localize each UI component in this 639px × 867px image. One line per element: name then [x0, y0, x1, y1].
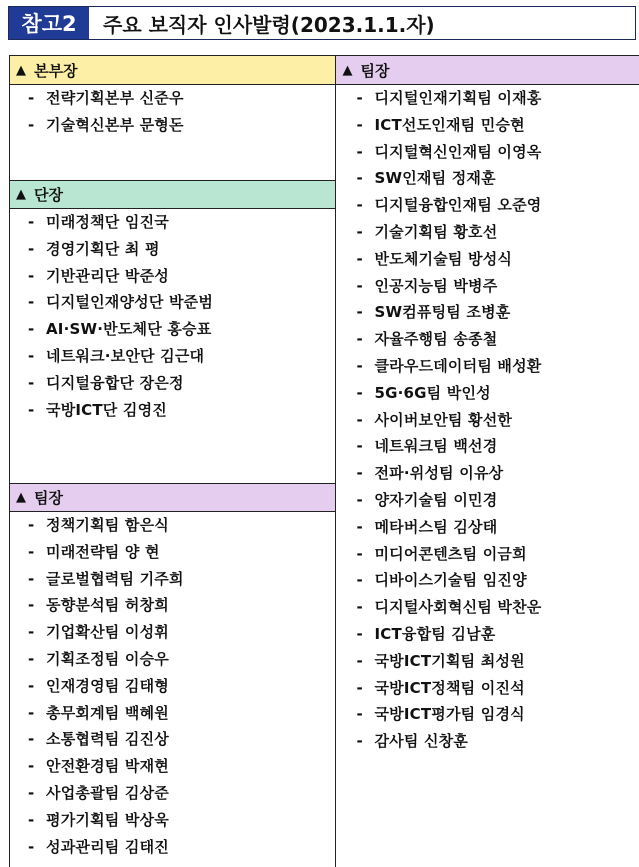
- list-item: [336, 407, 639, 434]
- dash-bullet: -: [356, 571, 363, 590]
- list-item: [10, 209, 335, 236]
- person-entry: SW인재팀 정재훈: [374, 169, 496, 188]
- document-title: 주요 보직자 인사발령(2023.1.1.자): [103, 12, 435, 37]
- person-entry: 디바이스기술팀 임진양: [374, 571, 527, 590]
- dash-bullet: -: [356, 678, 363, 697]
- person-entry: 사업총괄팀 김상준: [46, 783, 169, 802]
- person-entry: 인공지능팀 박병주: [374, 276, 498, 295]
- team-list-left: [10, 512, 335, 860]
- list-item: [336, 380, 639, 407]
- appointment-table: [9, 55, 639, 867]
- person-entry: 경영기획단 최 평: [46, 239, 160, 258]
- reference-badge: 참고2: [9, 7, 89, 39]
- list-item: [10, 316, 335, 343]
- person-entry: 소통협력팀 김진상: [46, 730, 169, 749]
- dash-bullet: -: [356, 732, 363, 751]
- person-entry: 총무회계팀 백혜원: [46, 703, 169, 722]
- list-item: [10, 112, 335, 139]
- list-item: [336, 299, 639, 326]
- person-entry: 기반관리단 박준성: [46, 266, 169, 285]
- section-title: 팀장: [34, 489, 63, 507]
- person-entry: 글로벌협력팀 기주희: [46, 569, 184, 588]
- list-item: [336, 219, 639, 246]
- triangle-up-icon: ▲: [16, 62, 26, 78]
- dash-bullet: -: [28, 213, 35, 231]
- person-entry: 디지털인재양성단 박준범: [46, 293, 214, 312]
- dash-bullet: -: [28, 757, 35, 776]
- list-item: [336, 112, 639, 139]
- left-column: [10, 56, 336, 867]
- person-entry: ICT선도인재팀 민승현: [374, 115, 525, 134]
- dash-bullet: -: [356, 383, 363, 402]
- dash-bullet: -: [356, 169, 363, 188]
- list-item: [336, 85, 639, 112]
- list-item: [336, 326, 639, 353]
- list-item: [10, 289, 335, 316]
- document-header: [8, 6, 636, 40]
- list-item: [336, 567, 639, 594]
- person-entry: 5G·6G팀 박인성: [374, 383, 491, 402]
- list-item: [10, 370, 335, 397]
- dash-bullet: -: [356, 410, 363, 429]
- division-list: [10, 209, 335, 423]
- headquarters-list: [10, 85, 335, 139]
- person-entry: 국방ICT평가팀 임경식: [374, 705, 525, 724]
- section-header-division: [10, 180, 335, 209]
- dash-bullet: -: [356, 651, 363, 670]
- list-item: [10, 566, 335, 593]
- list-item: [336, 246, 639, 273]
- triangle-up-icon: ▲: [16, 187, 26, 202]
- dash-bullet: -: [356, 544, 363, 563]
- person-entry: 미래정책단 임진국: [46, 213, 169, 231]
- dash-bullet: -: [28, 516, 35, 534]
- person-entry: 디지털융합인재팀 오준영: [374, 196, 542, 215]
- dash-bullet: -: [356, 517, 363, 536]
- dash-bullet: -: [28, 703, 35, 722]
- list-item: [10, 646, 335, 673]
- list-item: [10, 753, 335, 780]
- person-entry: 기획조정팀 이승우: [46, 649, 169, 668]
- dash-bullet: -: [28, 373, 35, 392]
- list-item: [336, 353, 639, 380]
- dash-bullet: -: [356, 624, 363, 643]
- dash-bullet: -: [28, 649, 35, 668]
- dash-bullet: -: [356, 196, 363, 215]
- list-item: [10, 700, 335, 727]
- person-entry: 미래전략팀 양 현: [46, 542, 160, 561]
- list-item: [336, 701, 639, 728]
- list-item: [336, 621, 639, 648]
- list-item: [10, 619, 335, 646]
- dash-bullet: -: [28, 400, 35, 419]
- person-entry: ICT융합팀 김남훈: [374, 624, 496, 643]
- person-entry: 감사팀 신창훈: [374, 732, 469, 751]
- dash-bullet: -: [28, 239, 35, 258]
- dash-bullet: -: [356, 276, 363, 295]
- person-entry: 안전환경팀 박재현: [46, 757, 169, 776]
- section-title: 단장: [34, 186, 63, 204]
- person-entry: 정책기획팀 함은식: [46, 516, 169, 534]
- person-entry: 네트워크·보안단 김근대: [46, 346, 205, 365]
- dash-bullet: -: [356, 464, 363, 483]
- dash-bullet: -: [356, 249, 363, 268]
- list-item: [336, 487, 639, 514]
- triangle-up-icon: ▲: [342, 62, 353, 78]
- section-title: 본부장: [34, 61, 78, 80]
- person-entry: 국방ICT정책팀 이진석: [374, 678, 525, 697]
- list-item: [336, 541, 639, 568]
- dash-bullet: -: [356, 115, 363, 134]
- dash-bullet: -: [28, 266, 35, 285]
- list-item: [336, 192, 639, 219]
- person-entry: 클라우드데이터팀 배성환: [374, 356, 542, 375]
- person-entry: 디지털혁신인재팀 이영옥: [374, 142, 542, 161]
- person-entry: 전략기획본부 신준우: [46, 89, 184, 107]
- dash-bullet: -: [28, 569, 35, 588]
- list-item: [10, 343, 335, 370]
- list-item: [10, 673, 335, 700]
- list-item: [10, 592, 335, 619]
- dash-bullet: -: [28, 623, 35, 642]
- dash-bullet: -: [28, 730, 35, 749]
- list-item: [10, 726, 335, 753]
- dash-bullet: -: [28, 676, 35, 695]
- dash-bullet: -: [28, 320, 35, 339]
- section-header-team-right: [336, 56, 639, 85]
- dash-bullet: -: [356, 303, 363, 322]
- person-entry: 디지털인재기획팀 이재홍: [374, 89, 542, 107]
- person-entry: AI·SW·반도체단 홍승표: [46, 320, 212, 339]
- dash-bullet: -: [28, 542, 35, 561]
- dash-bullet: -: [356, 142, 363, 161]
- dash-bullet: -: [28, 346, 35, 365]
- person-entry: 사이버보안팀 황선한: [374, 410, 513, 429]
- dash-bullet: -: [356, 222, 363, 241]
- person-entry: 네트워크팀 백선경: [374, 437, 498, 456]
- dash-bullet: -: [28, 783, 35, 802]
- team-list-right: [336, 85, 639, 755]
- dash-bullet: -: [28, 293, 35, 312]
- person-entry: 국방ICT기획팀 최성원: [374, 651, 525, 670]
- list-item: [336, 460, 639, 487]
- person-entry: 전파·위성팀 이유상: [374, 464, 504, 483]
- dash-bullet: -: [356, 705, 363, 724]
- dash-bullet: -: [28, 810, 35, 829]
- list-item: [336, 675, 639, 702]
- person-entry: 디지털융합단 장은정: [46, 373, 184, 392]
- division-block: [10, 209, 335, 483]
- list-item: [10, 780, 335, 807]
- person-entry: 미디어콘텐츠팀 이금희: [374, 544, 527, 563]
- dash-bullet: -: [28, 115, 35, 134]
- person-entry: 기업확산팀 이성휘: [46, 623, 169, 642]
- person-entry: 기술혁신본부 문형돈: [46, 115, 184, 134]
- list-item: [10, 539, 335, 566]
- person-entry: 반도체기술팀 방성식: [374, 249, 513, 268]
- person-entry: 국방ICT단 김영진: [46, 400, 167, 419]
- list-item: [336, 165, 639, 192]
- list-item: [10, 512, 335, 539]
- dash-bullet: -: [356, 598, 363, 617]
- person-entry: 자율주행팀 송종철: [374, 330, 498, 349]
- dash-bullet: -: [356, 490, 363, 509]
- list-item: [336, 514, 639, 541]
- list-item: [336, 594, 639, 621]
- list-item: [10, 397, 335, 424]
- list-item: [10, 236, 335, 263]
- dash-bullet: -: [28, 837, 35, 856]
- list-item: [336, 648, 639, 675]
- person-entry: 평가기획팀 박상욱: [46, 810, 169, 829]
- section-title: 팀장: [360, 61, 390, 80]
- right-column: [336, 56, 639, 867]
- list-item: [336, 433, 639, 460]
- list-item: [10, 85, 335, 112]
- person-entry: 성과관리팀 김태진: [46, 837, 169, 856]
- person-entry: SW컴퓨팅팀 조병훈: [374, 303, 511, 322]
- person-entry: 디지털사회혁신팀 박찬운: [374, 598, 542, 617]
- dash-bullet: -: [28, 89, 35, 107]
- list-item: [10, 263, 335, 290]
- person-entry: 양자기술팀 이민경: [374, 490, 498, 509]
- list-item: [10, 834, 335, 861]
- dash-bullet: -: [356, 356, 363, 375]
- list-item: [336, 728, 639, 755]
- dash-bullet: -: [356, 89, 363, 107]
- list-item: [10, 807, 335, 834]
- dash-bullet: -: [356, 330, 363, 349]
- list-item: [336, 139, 639, 166]
- headquarters-block: [10, 85, 335, 180]
- person-entry: 메타버스팀 김상태: [374, 517, 498, 536]
- list-item: [336, 273, 639, 300]
- dash-bullet: -: [356, 437, 363, 456]
- person-entry: 기술기획팀 황호선: [374, 222, 498, 241]
- section-header-headquarters: [10, 56, 335, 85]
- person-entry: 동향분석팀 허창희: [46, 596, 169, 615]
- person-entry: 인재경영팀 김태형: [46, 676, 169, 695]
- dash-bullet: -: [28, 596, 35, 615]
- triangle-up-icon: ▲: [16, 490, 26, 505]
- section-header-team-left: [10, 483, 335, 512]
